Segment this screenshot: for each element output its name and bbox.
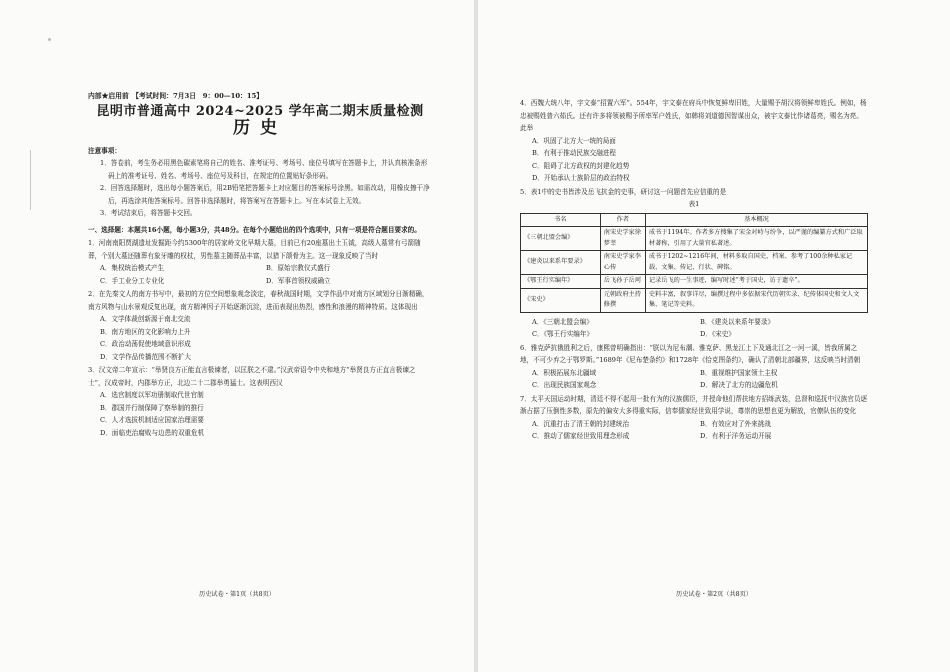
option-b: B．原始宗教仪式盛行: [266, 264, 331, 272]
table-cell: 元朝政府主持修撰: [600, 288, 645, 312]
question-stem: 5．表1中的史书皆涉及岳飞抗金的史事，研讨这一问题首先应信重的是: [520, 187, 727, 196]
question-1: [88, 237, 432, 287]
table-cell: 史料丰富，叙事详尽，编撰过程中多依据宋代历朝实录、纪传体国史和文人文集、笔记等史料。: [645, 288, 867, 312]
note-item: 1．答卷前，考生务必用黑色碳素笔将自己的姓名、准考证号、考场号、座位号填写在答题卡上，并认真核准条形码上的准考证号、姓名、考场号、座位号及科目，在规定的位置贴好条形码。: [100, 159, 428, 180]
left-column: [88, 90, 432, 439]
option-a: A．文学体裁创新源于南北交流: [100, 315, 191, 323]
option-b: B．《建炎以来系年要录》: [700, 317, 775, 326]
option-row: [520, 379, 868, 392]
scan-mark: [30, 150, 31, 210]
section-heading: 一、选择题：本题共16小题，每小题3分，共48分。在每个小题给出的四个选项中，只有一项是符合题目要求的。: [88, 225, 421, 234]
option-row: [520, 418, 868, 431]
option-row: [520, 328, 868, 341]
option-c: C．政治动荡促使地域意识形成: [100, 340, 191, 348]
table-cell: 南宋史学家李心传: [600, 251, 645, 275]
question-stem: 3．汉文帝二年宣示：“举贤良方正能直言极谏者，以匡朕之不逮。”汉武帝诏令中央和地方“举贤良方正直言极谏之士”，汉成帝时，内郡举方正，北边二十二郡举勇猛士。这表明西汉: [88, 366, 416, 387]
question-3: [88, 364, 432, 439]
option-d: D．开始承认士族阶层的政治特权: [532, 174, 630, 182]
column-header: 基本概况: [645, 213, 867, 227]
table-cell: 《三朝北盟会编》: [521, 227, 601, 251]
note-item: 2．回答选择题时，选出每小题答案后，用2B铅笔把答题卡上对应题目的答案标号涂黑。如需改动，用橡皮擦干净后，再选涂其他答案标号。回答非选择题时，将答案写在答题卡上。写在本试卷上无效。: [100, 184, 430, 205]
table-cell: 南宋史学家徐梦莘: [600, 227, 645, 251]
table-cell: 岳飞孙子岳珂: [600, 275, 645, 289]
subject-title: 历史: [233, 118, 287, 138]
option-b: B．重视维护国家领土主权: [700, 368, 778, 377]
option-c: C．阻碍了北方政权的封建化趋势: [532, 161, 630, 170]
option-b: B．有利于推动民族交融进程: [532, 149, 616, 157]
page-left: [0, 0, 474, 672]
column-header: 书名: [521, 213, 601, 227]
option-row: [88, 275, 432, 288]
option-a: A．集权统治模式产生: [100, 264, 165, 272]
option-a: A．《三朝北盟会编》: [532, 317, 593, 326]
option-b: B．南方地区的文化影响力上升: [100, 327, 191, 336]
question-5: [520, 186, 868, 341]
table-row: [521, 275, 868, 289]
question-stem: 7．太平天国运动时期，清廷不得不起用一批有为的汉族儒臣，并授命他们帮扶地方招练武装，总督和巡抚中汉族官员逐渐占据了压倒性多数，原先的偏安大多得重实际，信奉儒家经世致用学说，尊崇的思想也更为解放，官僚队伍的变化: [520, 394, 868, 415]
option-row: [520, 367, 868, 380]
question-stem: 1．河南南阳贾湖遗址发掘距今约5300年的居家岭文化早期大墓，目前已有20座墓出土玉钺，高级人墓常有弓箭随葬，个别大墓还随葬有象牙雕的权杖，男性墓主随葬品丰富，以猎下颌骨为主。这一现象反映了当时: [88, 239, 421, 260]
scan-speck: [48, 38, 51, 41]
table-cell: 记录岳飞的一生事迹，编写时述“考于国史，访于遗卒”。: [645, 275, 867, 289]
history-books-table: [520, 213, 868, 313]
note-item: 3．考试结束后，将答题卡交回。: [100, 209, 197, 217]
table-cell: 《鄂王行实编年》: [521, 275, 601, 289]
option-d: D．军事首领权威确立: [266, 276, 331, 285]
column-header: 作者: [600, 213, 645, 227]
option-d: D．文学作品传播范围不断扩大: [100, 352, 192, 361]
option-d: D．解决了北方的边疆危机: [700, 381, 778, 389]
option-d: D．面临吏治腐败与边患的双重危机: [100, 428, 205, 437]
question-6: [520, 342, 868, 392]
question-7: [520, 393, 868, 443]
option-row: [520, 316, 868, 329]
page-right: [478, 0, 950, 672]
notes-heading: 注意事项：: [88, 146, 121, 155]
table-row: [521, 227, 868, 251]
table-cell: 《宋史》: [521, 288, 601, 312]
option-a: A．巩固了北方大一统的局面: [532, 136, 616, 145]
table-row: [521, 288, 868, 312]
table-row: [521, 251, 868, 275]
option-c: C．出现民族国家观念: [532, 381, 597, 389]
page-footer: 历史试卷・第1页（共8页）: [199, 591, 275, 598]
table-header-row: [521, 213, 868, 227]
option-a: A．积极拓展东北疆域: [532, 368, 597, 377]
table-cell: 成书于1202~1216年间，材料多取自国史、档案、参考了100余种私家记载、文集、传记、行状、碑铭。: [645, 251, 867, 275]
option-c: C．《鄂王行实编年》: [532, 330, 594, 338]
question-stem: 4．西魏大统八年，宇文泰“招置六军”。554年，宇文泰在府兵中恢复鲜卑旧姓，大量赐予胡汉将领鲜卑姓氏。例如，杨忠被赐姓普六茹氏。还有许多将领被赐予所率军户姓氏，如韩将刘道德因智谋出众，被宇文泰比作诸葛亮，赐名为亮。此举: [520, 99, 867, 132]
option-d: D．有利于洋务运动开展: [700, 432, 772, 440]
exam-title: 昆明市普通高中 2024~2025 学年高二期末质量检测: [96, 103, 424, 119]
option-a: A．沉重打击了清王朝的封建统治: [532, 419, 630, 428]
option-b: B．郡国并行制保障了察举制的推行: [100, 403, 204, 412]
question-stem: 2．在先秦文人的南方书写中，最初的方位空间想象观念淡定，春秋战国时期，文学作品中对南方区域划分日渐精确，南方风物与山水景观反复出现，南方精神因子开始逐渐沉淀，进而表现出热烈，感性和浪漫的精神特质。这体现出: [88, 290, 429, 311]
right-column: [520, 96, 868, 443]
table-cell: 成书于1194年。作者多方搜集了宋金对峙与纷争，以严谨的编纂方式和广泛取材著称，引用了大量官私著述。: [645, 227, 867, 251]
option-row: [88, 262, 432, 275]
option-d: D．《宋史》: [700, 330, 735, 338]
question-stem: 6．雅克萨抗俄胜利之后，康熙曾明确指出：“朕以为尼布潮、雅克萨、黑龙江上下及通北江之一河一溪，皆我所属之地，不可少弃之于鄂罗斯。”1689年《尼布楚条约》和1728年《恰克图条约》，确认了清朝北部疆界，这反映当时清朝: [520, 343, 861, 364]
exam-time-line: 内部★启用前 【考试时间：7月3日 9：00—10：15】: [88, 92, 264, 100]
option-a: A．选官制度以军功册制取代世官制: [100, 391, 204, 399]
option-row: [520, 430, 868, 443]
table-caption: 表1: [688, 200, 700, 208]
option-c: C．人才选拔机制适应国家治理需要: [100, 416, 204, 424]
option-c: C．推动了儒家经世致用理念形成: [532, 432, 630, 440]
question-2: [88, 288, 432, 363]
page-footer: 历史试卷・第2页（共8页）: [676, 591, 752, 598]
question-4: [520, 97, 868, 185]
option-c: C．手工业分工专业化: [100, 276, 165, 285]
table-cell: 《建炎以来系年要录》: [521, 251, 601, 275]
option-b: B．有效应对了外来挑战: [700, 419, 771, 428]
